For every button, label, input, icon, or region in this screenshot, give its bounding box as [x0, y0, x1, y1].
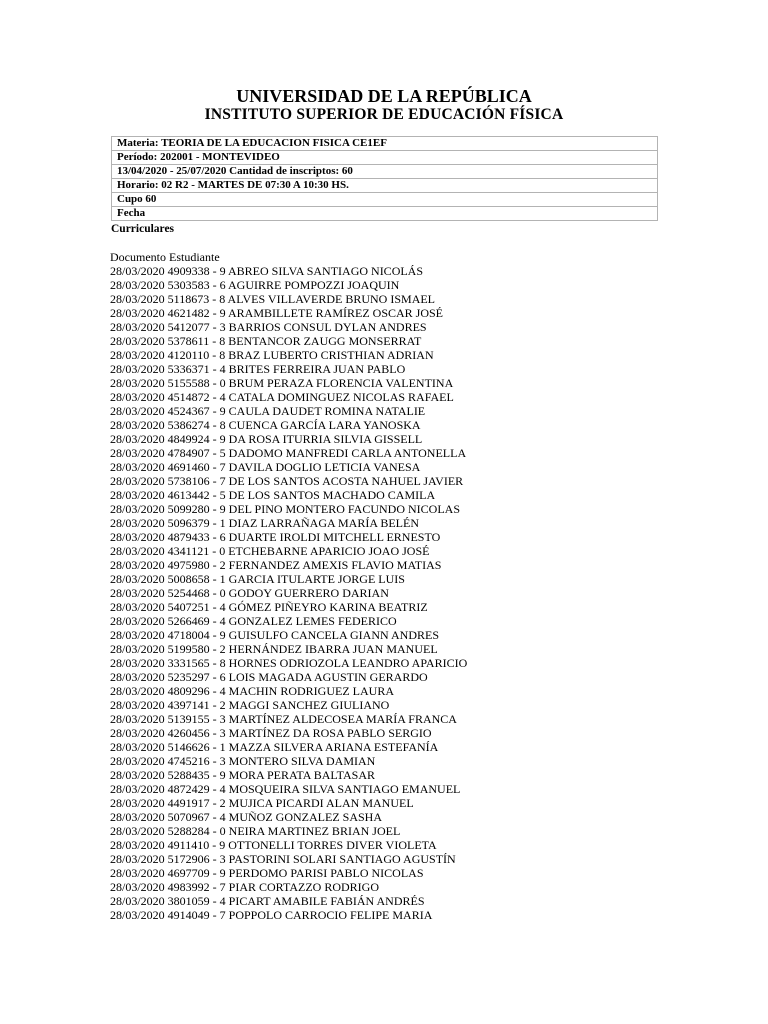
fecha-cell: Fecha	[112, 207, 658, 221]
student-row: 28/03/2020 5266469 - 4 GONZALEZ LEMES FEDERICO	[110, 614, 397, 628]
student-row: 28/03/2020 4809296 - 4 MACHIN RODRIGUEZ LAURA	[110, 684, 394, 698]
student-row: 28/03/2020 4120110 - 8 BRAZ LUBERTO CRISTHIAN ADRIAN	[110, 348, 434, 362]
student-row: 28/03/2020 5118673 - 8 ALVES VILLAVERDE BRUNO ISMAEL	[110, 292, 436, 306]
student-row: 28/03/2020 4613442 - 5 DE LOS SANTOS MACHADO CAMILA	[110, 488, 436, 502]
student-row: 28/03/2020 4911410 - 9 OTTONELLI TORRES DIVER VIOLETA	[110, 838, 437, 852]
student-row: 28/03/2020 4524367 - 9 CAULA DAUDET ROMINA NATALIE	[110, 404, 426, 418]
student-row: 28/03/2020 4397141 - 2 MAGGI SANCHEZ GIULIANO	[110, 698, 390, 712]
student-row: 28/03/2020 4879433 - 6 DUARTE IROLDI MITCHELL ERNESTO	[110, 530, 441, 544]
institute-title: INSTITUTO SUPERIOR DE EDUCACIÓN FÍSICA	[204, 106, 564, 123]
student-row: 28/03/2020 5336371 - 4 BRITES FERREIRA JUAN PABLO	[110, 362, 406, 376]
student-row: 28/03/2020 5235297 - 6 LOIS MAGADA AGUSTIN GERARDO	[110, 670, 428, 684]
student-row: 28/03/2020 5303583 - 6 AGUIRRE POMPOZZI JOAQUIN	[110, 278, 400, 292]
student-row: 28/03/2020 5139155 - 3 MARTÍNEZ ALDECOSEA MARÍA FRANCA	[110, 712, 457, 726]
info-row-periodo	[112, 151, 658, 165]
student-row: 28/03/2020 4849924 - 9 DA ROSA ITURRIA SILVIA GISSELL	[110, 432, 423, 446]
info-row-cupo	[112, 193, 658, 207]
periodo-cell: Período: 202001 - MONTEVIDEO	[112, 151, 658, 165]
student-row: 28/03/2020 4983992 - 7 PIAR CORTAZZO RODRIGO	[110, 880, 379, 894]
horario-cell: Horario: 02 R2 - MARTES DE 07:30 A 10:30 HS.	[112, 179, 658, 193]
student-row: 28/03/2020 5146626 - 1 MAZZA SILVERA ARIANA ESTEFANÍA	[110, 740, 439, 754]
student-row: 28/03/2020 4784907 - 5 DADOMO MANFREDI CARLA ANTONELLA	[110, 446, 467, 460]
cupo-cell: Cupo 60	[112, 193, 658, 207]
course-info-table	[111, 136, 658, 221]
section-label: Curriculares	[111, 223, 175, 235]
student-row: 28/03/2020 4975980 - 2 FERNANDEZ AMEXIS FLAVIO MATIAS	[110, 558, 442, 572]
student-row: 28/03/2020 4914049 - 7 POPPOLO CARROCIO FELIPE MARIA	[110, 908, 433, 922]
student-row: 28/03/2020 5008658 - 1 GARCIA ITULARTE JORGE LUIS	[110, 572, 405, 586]
student-row: 28/03/2020 4745216 - 3 MONTERO SILVA DAMIAN	[110, 754, 376, 768]
student-row: 28/03/2020 4260456 - 3 MARTÍNEZ DA ROSA PABLO SERGIO	[110, 726, 432, 740]
student-row: 28/03/2020 5096379 - 1 DIAZ LARRAÑAGA MARÍA BELÉN	[110, 516, 419, 530]
student-row: 28/03/2020 5412077 - 3 BARRIOS CONSUL DYLAN ANDRES	[110, 320, 427, 334]
student-row: 28/03/2020 5254468 - 0 GODOY GUERRERO DARIAN	[110, 586, 389, 600]
info-row-fechas	[112, 165, 658, 179]
student-row: 28/03/2020 5155588 - 0 BRUM PERAZA FLORENCIA VALENTINA	[110, 376, 454, 390]
info-row-fecha	[112, 207, 658, 221]
student-row: 28/03/2020 5288435 - 9 MORA PERATA BALTASAR	[110, 768, 376, 782]
info-row-horario	[112, 179, 658, 193]
student-row: 28/03/2020 5070967 - 4 MUÑOZ GONZALEZ SASHA	[110, 810, 382, 824]
university-title: UNIVERSIDAD DE LA REPÚBLICA	[236, 86, 532, 106]
student-row: 28/03/2020 5199580 - 2 HERNÁNDEZ IBARRA JUAN MANUEL	[110, 642, 438, 656]
student-row: 28/03/2020 3801059 - 4 PICART AMABILE FABIÁN ANDRÉS	[110, 894, 425, 908]
student-row: 28/03/2020 5288284 - 0 NEIRA MARTINEZ BRIAN JOEL	[110, 824, 401, 838]
student-row: 28/03/2020 4909338 - 9 ABREO SILVA SANTIAGO NICOLÁS	[110, 264, 424, 278]
fechas-cell: 13/04/2020 - 25/07/2020 Cantidad de inscriptos: 60	[112, 165, 658, 179]
student-row: 28/03/2020 5738106 - 7 DE LOS SANTOS ACOSTA NAHUEL JAVIER	[110, 474, 464, 488]
student-row: 28/03/2020 5099280 - 9 DEL PINO MONTERO FACUNDO NICOLAS	[110, 502, 460, 516]
materia-cell: Materia: TEORIA DE LA EDUCACION FISICA CE1EF	[112, 137, 658, 151]
student-row: 28/03/2020 4621482 - 9 ARAMBILLETE RAMÍREZ OSCAR JOSÉ	[110, 306, 444, 320]
info-row-materia	[112, 137, 658, 151]
student-row: 28/03/2020 4514872 - 4 CATALA DOMINGUEZ NICOLAS RAFAEL	[110, 390, 454, 404]
student-row: 28/03/2020 4872429 - 4 MOSQUEIRA SILVA SANTIAGO EMANUEL	[110, 782, 461, 796]
student-list	[110, 264, 467, 922]
student-row: 28/03/2020 5378611 - 8 BENTANCOR ZAUGG MONSERRAT	[110, 334, 422, 348]
student-row: 28/03/2020 4718004 - 9 GUISULFO CANCELA GIANN ANDRES	[110, 628, 440, 642]
student-row: 28/03/2020 3331565 - 8 HORNES ODRIOZOLA LEANDRO APARICIO	[110, 656, 468, 670]
student-row: 28/03/2020 4491917 - 2 MUJICA PICARDI ALAN MANUEL	[110, 796, 414, 810]
student-row: 28/03/2020 5172906 - 3 PASTORINI SOLARI SANTIAGO AGUSTÍN	[110, 852, 456, 866]
column-header: Documento Estudiante	[110, 250, 220, 264]
student-row: 28/03/2020 4691460 - 7 DAVILA DOGLIO LETICIA VANESA	[110, 460, 421, 474]
student-row: 28/03/2020 4697709 - 9 PERDOMO PARISI PABLO NICOLAS	[110, 866, 424, 880]
student-row: 28/03/2020 5386274 - 8 CUENCA GARCÍA LARA YANOSKA	[110, 418, 421, 432]
student-row: 28/03/2020 4341121 - 0 ETCHEBARNE APARICIO JOAO JOSÉ	[110, 544, 430, 558]
student-row: 28/03/2020 5407251 - 4 GÓMEZ PIÑEYRO KARINA BEATRIZ	[110, 600, 428, 614]
